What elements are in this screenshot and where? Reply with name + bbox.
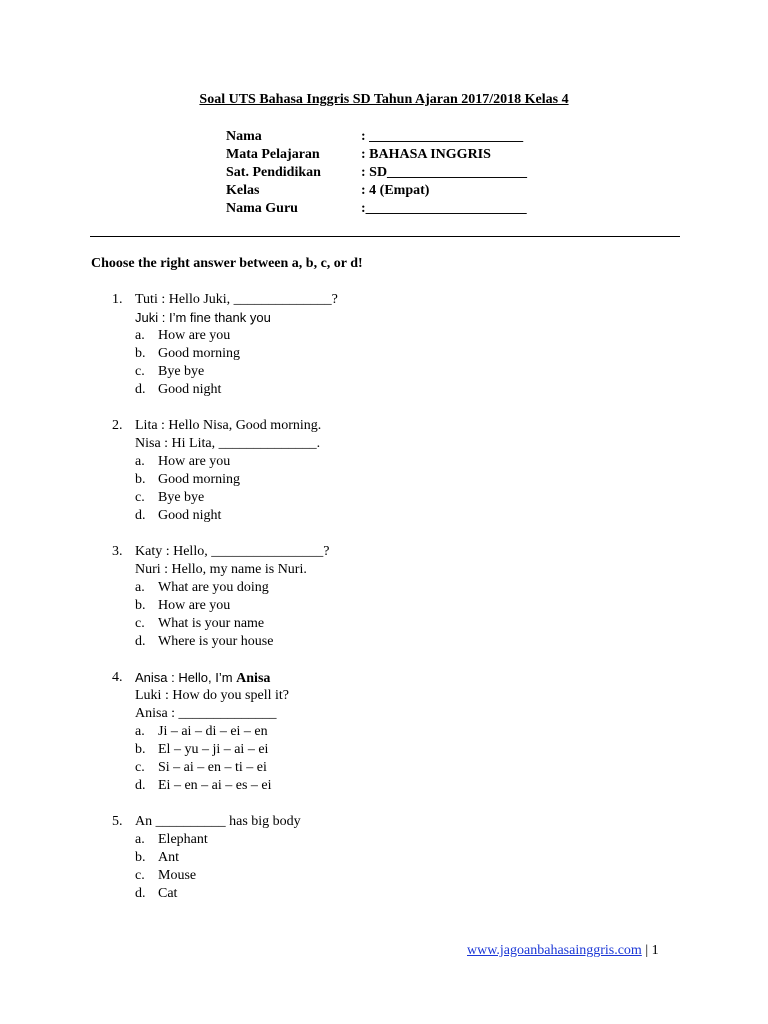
option-c: [112, 759, 267, 777]
option-letter: b.: [135, 742, 146, 757]
question-line: Katy : Hello, ________________?: [135, 544, 330, 559]
option-letter: d.: [135, 508, 146, 523]
question-list: [112, 291, 338, 921]
option-b: [112, 471, 241, 489]
question-2: [112, 417, 322, 525]
option-letter: b.: [135, 472, 146, 487]
option-letter: a.: [135, 580, 145, 595]
option-letter: c.: [135, 616, 145, 631]
option-text: How are you: [158, 598, 231, 613]
page-footer: [467, 943, 659, 959]
question-line: An __________ has big body: [135, 814, 301, 829]
option-text: What is your name: [158, 616, 265, 631]
option-d: [112, 777, 272, 795]
question-line: Juki : I’m fine thank you: [135, 310, 271, 325]
question-line: Nuri : Hello, my name is Nuri.: [135, 562, 307, 577]
info-value: : SD____________________: [361, 165, 528, 180]
option-text: El – yu – ji – ai – ei: [158, 742, 269, 757]
option-d: [112, 507, 222, 525]
option-text: Elephant: [158, 832, 208, 847]
document-title: Soal UTS Bahasa Inggris SD Tahun Ajaran 2017/2018 Kelas 4: [199, 92, 569, 107]
option-d: [112, 885, 178, 903]
question-5: [112, 813, 301, 903]
option-letter: d.: [135, 886, 146, 901]
option-text: Mouse: [158, 868, 197, 883]
question-line: Anisa : Hello, I’m Anisa: [135, 670, 271, 686]
option-text: Good morning: [158, 346, 241, 361]
option-text: Good night: [158, 382, 222, 397]
page-number: | 1: [641, 943, 659, 958]
option-c: [112, 363, 205, 381]
question-line: Anisa : ______________: [135, 706, 277, 721]
question-3: [112, 543, 330, 651]
option-b: [112, 597, 231, 615]
option-text: Ei – en – ai – es – ei: [158, 778, 272, 793]
info-value: : ______________________: [361, 129, 524, 144]
option-c: [112, 489, 205, 507]
option-letter: a.: [135, 724, 145, 739]
info-row-subject: [226, 146, 646, 164]
option-letter: b.: [135, 346, 146, 361]
student-info-block: [226, 128, 646, 218]
option-b: [112, 345, 241, 363]
option-letter: a.: [135, 832, 145, 847]
option-letter: b.: [135, 598, 146, 613]
option-text: Bye bye: [158, 490, 205, 505]
option-text: Si – ai – en – ti – ei: [158, 760, 267, 775]
option-text: Cat: [158, 886, 178, 901]
horizontal-divider: [90, 236, 680, 237]
option-letter: c.: [135, 760, 145, 775]
question-line: Tuti : Hello Juki, ______________?: [135, 292, 338, 307]
option-c: [112, 615, 265, 633]
question-line: Luki : How do you spell it?: [135, 688, 289, 703]
question-number: 1.: [112, 292, 123, 307]
question-line: Nisa : Hi Lita, ______________.: [135, 436, 321, 451]
option-text: Where is your house: [158, 634, 274, 649]
option-text: Good night: [158, 508, 222, 523]
option-a: [112, 453, 231, 471]
info-row-name: [226, 128, 646, 146]
info-label: Nama: [226, 129, 262, 144]
option-letter: a.: [135, 328, 145, 343]
option-letter: d.: [135, 634, 146, 649]
option-b: [112, 849, 179, 867]
option-letter: c.: [135, 868, 145, 883]
question-number: 2.: [112, 418, 123, 433]
option-text: How are you: [158, 454, 231, 469]
option-letter: d.: [135, 778, 146, 793]
info-row-school: [226, 164, 646, 182]
question-number: 3.: [112, 544, 123, 559]
website-link[interactable]: www.jagoanbahasainggris.com: [467, 943, 642, 958]
info-value: : BAHASA INGGRIS: [361, 147, 491, 162]
instruction-text: Choose the right answer between a, b, c, or d!: [91, 256, 363, 271]
info-label: Kelas: [226, 183, 260, 198]
option-a: [112, 831, 208, 849]
option-letter: c.: [135, 364, 145, 379]
info-label: Sat. Pendidikan: [226, 165, 321, 180]
option-a: [112, 327, 231, 345]
info-row-teacher: [226, 200, 646, 218]
question-number: 5.: [112, 814, 123, 829]
question-number: 4.: [112, 670, 123, 685]
option-letter: b.: [135, 850, 146, 865]
info-row-class: [226, 182, 646, 200]
option-letter: c.: [135, 490, 145, 505]
option-text: Good morning: [158, 472, 241, 487]
option-c: [112, 867, 197, 885]
option-text: Bye bye: [158, 364, 205, 379]
question-4: [112, 669, 289, 795]
option-b: [112, 741, 269, 759]
option-text: How are you: [158, 328, 231, 343]
option-d: [112, 633, 274, 651]
option-d: [112, 381, 222, 399]
option-letter: a.: [135, 454, 145, 469]
option-letter: d.: [135, 382, 146, 397]
info-value: :_______________________: [361, 201, 527, 216]
option-text: Ant: [158, 850, 179, 865]
info-value: : 4 (Empat): [361, 183, 430, 198]
info-label: Mata Pelajaran: [226, 147, 320, 162]
question-1: [112, 291, 338, 399]
info-label: Nama Guru: [226, 201, 298, 216]
option-text: Ji – ai – di – ei – en: [158, 724, 268, 739]
option-a: [112, 723, 268, 741]
question-line: Lita : Hello Nisa, Good morning.: [135, 418, 322, 433]
option-text: What are you doing: [158, 580, 269, 595]
option-a: [112, 579, 269, 597]
